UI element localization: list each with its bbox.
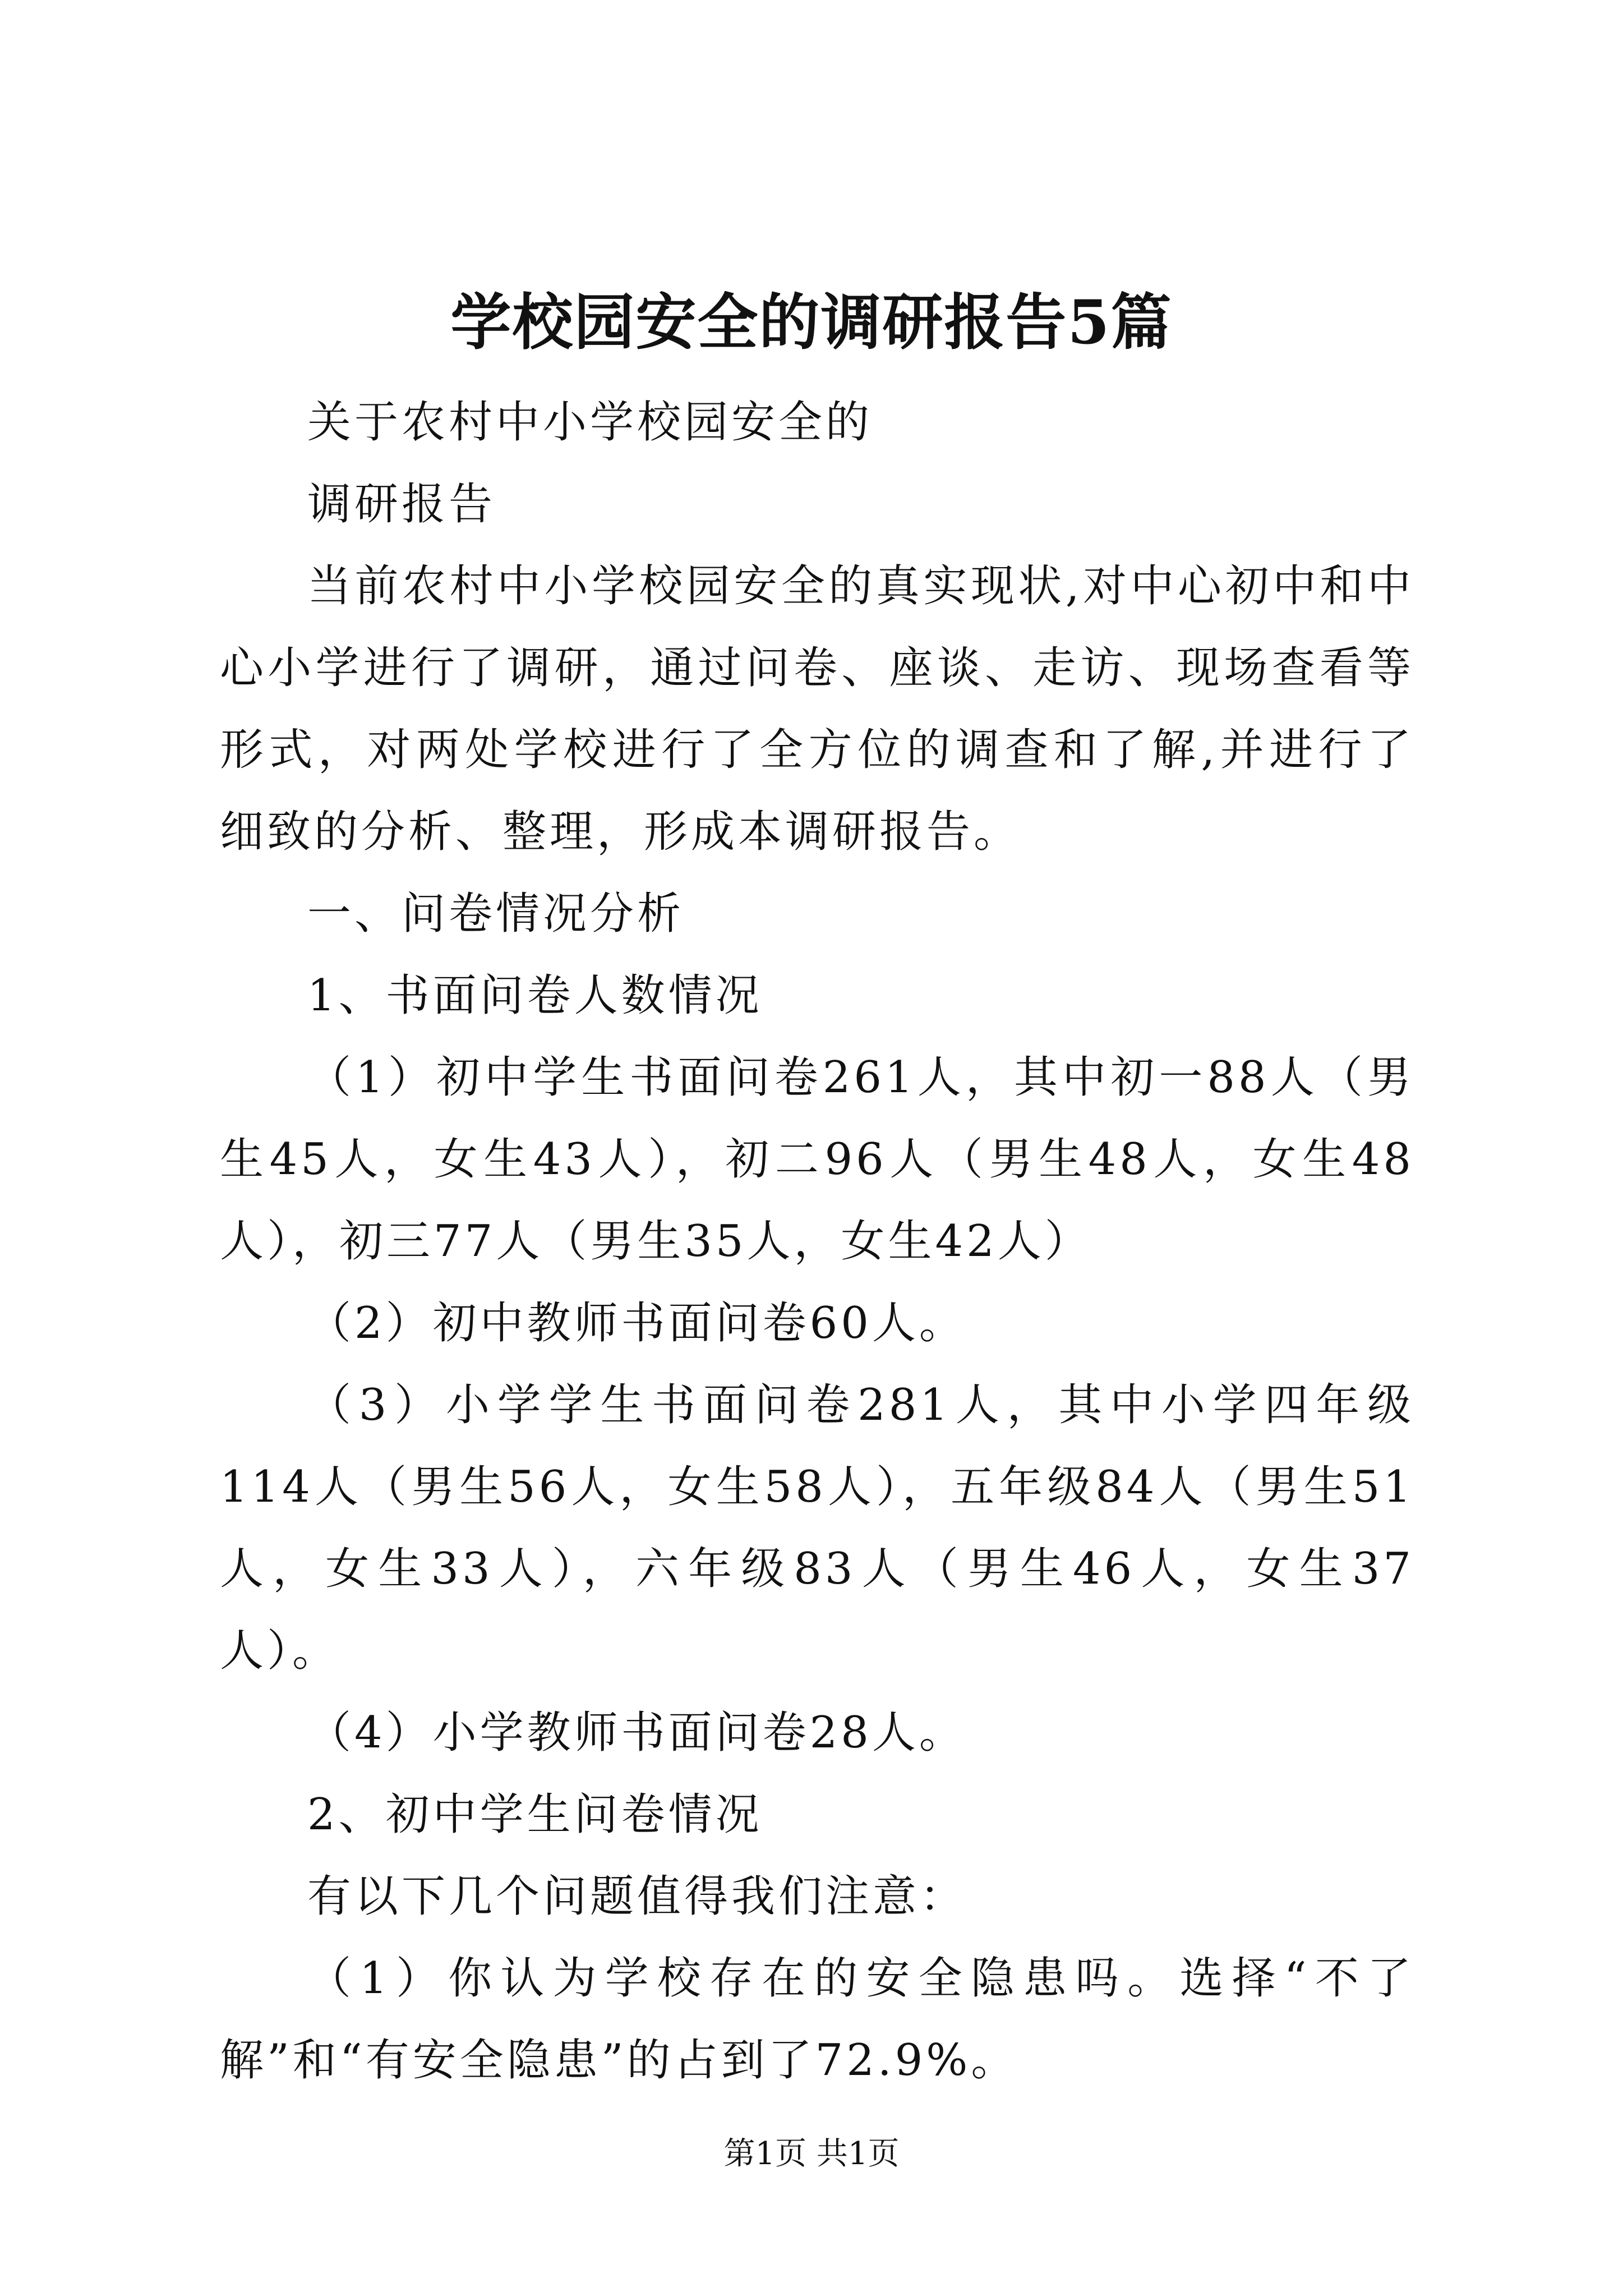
subsection-heading: 1、书面问卷人数情况 — [307, 970, 763, 1021]
paragraph: （4）小学教师书面问卷28人。 — [307, 1708, 966, 1758]
paragraph: （2）初中教师书面问卷60人。 — [307, 1298, 966, 1349]
paragraph: （1）初中学生书面问卷261人，其中初一88人（男生45人，女生43人），初二96人（男生48人，女生48人），初三77人（男生35人，女生42人） — [220, 1052, 1414, 1267]
paragraph: （1）你认为学校存在的安全隐患吗。选择“不了解”和“有安全隐患”的占到了72.9%。 — [220, 1953, 1414, 2086]
paragraph: （3）小学学生书面问卷281人，其中小学四年级114人（男生56人，女生58人），五年级84人（男生51人，女生33人），六年级83人（男生46人，女生37人）。 — [220, 1380, 1414, 1676]
document-body — [220, 381, 1414, 2101]
paragraph: 关于农村中小学校园安全的 — [307, 397, 873, 448]
section-heading: 一、问卷情况分析 — [307, 889, 685, 939]
paragraph: 当前农村中小学校园安全的真实现状,对中心初中和中心小学进行了调研，通过问卷、座谈、走访、现场查看等形式，对两处学校进行了全方位的调查和了解,并进行了细致的分析、整理，形成本调研报告。 — [220, 561, 1414, 857]
page-footer: 第1页 共1页 — [723, 2136, 900, 2172]
document-title: 学校园安全的调研报告5篇 — [450, 287, 1173, 358]
paragraph: 调研报告 — [307, 479, 496, 530]
paragraph: 有以下几个问题值得我们注意： — [307, 1871, 967, 1922]
subsection-heading: 2、初中学生问卷情况 — [307, 1789, 763, 1840]
